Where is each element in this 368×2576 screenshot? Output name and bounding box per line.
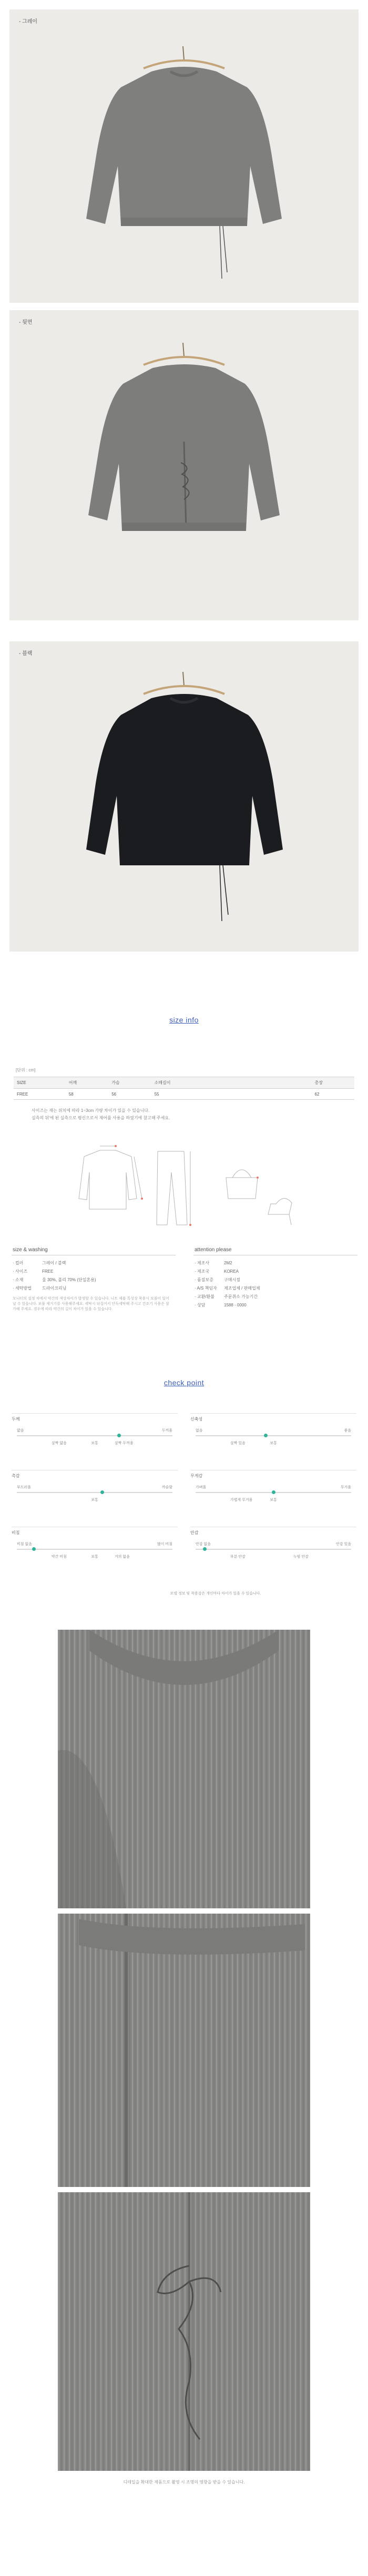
check-slider-track — [17, 1549, 172, 1550]
check-scale-extra: 약간 비침 — [51, 1555, 67, 1559]
check-scale-left: 부드러움 — [17, 1486, 32, 1489]
table-cell — [293, 1089, 312, 1100]
check-slider-track — [196, 1549, 351, 1550]
check-scale-left: 가벼움 — [196, 1486, 207, 1489]
table-cell: 가슴 — [108, 1077, 151, 1089]
check-item-name: 무게감 — [190, 1474, 203, 1478]
table-cell — [237, 1077, 255, 1089]
sweater-image-black — [9, 641, 359, 952]
info-row: · 제조국 KOREA — [195, 1269, 239, 1274]
check-divider — [190, 1413, 356, 1414]
photo-panel-gray-back — [9, 310, 359, 620]
check-scale-left: 안감 없음 — [196, 1542, 211, 1546]
closeup-front-collar — [58, 1630, 310, 1908]
knit-texture-image — [58, 2192, 310, 2471]
size-note: 사이즈는 재는 위치에 따라 1~3cm 가량 차이가 있을 수 있습니다. — [32, 1108, 150, 1113]
closeup-back-tie — [58, 2192, 310, 2471]
check-slider-track — [17, 1435, 172, 1436]
table-cell — [274, 1089, 293, 1100]
check-slider-marker — [100, 1490, 104, 1494]
table-cell — [218, 1077, 237, 1089]
table-cell: 62 — [312, 1089, 355, 1100]
size-table-row — [14, 1089, 354, 1100]
table-cell — [274, 1077, 293, 1089]
check-point-title: check point — [163, 1378, 205, 1387]
table-cell: 56 — [108, 1089, 151, 1100]
info-row: · A/S 책임자 제조업체 / 판매업체 — [195, 1286, 260, 1291]
check-scale-right: 안감 있음 — [336, 1542, 351, 1546]
check-slider-marker — [272, 1490, 275, 1494]
knit-texture-image — [58, 1914, 310, 2187]
table-cell: FREE — [14, 1089, 66, 1100]
info-row: · 교환/환불 주문취소 가능기간 — [195, 1294, 258, 1299]
check-scale-left: 얇음 — [17, 1429, 24, 1433]
closeup-shoulder-seam — [58, 1914, 310, 2187]
table-cell: SIZE — [14, 1077, 66, 1089]
check-item-name: 촉감 — [12, 1474, 20, 1478]
measurement-guide-diagram — [68, 1141, 300, 1230]
check-item-name: 신축성 — [190, 1417, 203, 1422]
check-slider-marker — [264, 1434, 268, 1437]
info-row: · 제조사 2M2 — [195, 1261, 232, 1265]
table-cell — [237, 1089, 255, 1100]
info-row: · 품질보증 구매시점 — [195, 1277, 240, 1282]
check-scale-mid: 보통 — [91, 1498, 98, 1502]
check-scale-extra: 가볍게 무거움 — [230, 1498, 253, 1502]
check-item-name: 두께 — [12, 1417, 20, 1422]
info-row: · 상담 1588 - 0000 — [195, 1303, 247, 1307]
size-note: 실측의 뒤'에 된 실측으로 평신으로서 재어를 사용을 하였기에 참고해 주세요. — [32, 1116, 170, 1120]
check-scale-mid: 보통 — [91, 1442, 98, 1445]
check-scale-extra: 살짝 얇음 — [51, 1442, 67, 1445]
washing-paragraph: 모니터의 설정 차에서 약간의 색상차이가 발생할 수 있습니다. 니트 제품 특성상 착용시 보풀이 일어날 수 있습니다. 보풀 제거기를 사용해주세요. 세탁시 뒤집어서 단독세탁해 주시고 건조기 사용은 삼가해 주세요. 경우에 따라 약간의 길이 차이가 있을 수 있습니다. — [13, 1297, 169, 1311]
info-row: · 소재 울 30%, 폴리 70% (단일혼용) — [13, 1277, 96, 1282]
photo-panel-gray-front — [9, 9, 359, 303]
info-row: · 사이즈 FREE — [13, 1269, 54, 1274]
table-cell: 총장 — [312, 1077, 355, 1089]
table-cell — [218, 1089, 237, 1100]
panel-label: - 그레이 — [19, 19, 38, 25]
check-scale-mid: 보통 — [270, 1442, 277, 1445]
check-scale-extra: 부분 안감 — [230, 1555, 246, 1559]
panel-label: - 블랙 — [19, 651, 33, 657]
check-scale-mid: 보통 — [91, 1555, 98, 1559]
check-slider-track — [196, 1435, 351, 1436]
check-scale-right: 무거움 — [340, 1486, 351, 1489]
size-info-title: size info — [169, 1016, 199, 1024]
check-slider-marker — [117, 1434, 121, 1437]
check-scale-right: 두꺼움 — [161, 1429, 172, 1433]
check-point-footnote: 모델 정보 및 착용감은 개인마다 차이가 있을 수 있습니다. — [170, 1592, 261, 1596]
check-scale-right: 까슬함 — [161, 1486, 172, 1489]
table-cell — [293, 1077, 312, 1089]
info-row: · 컬러 그레이 / 블랙 — [13, 1261, 66, 1265]
check-scale-left: 비침 없음 — [17, 1542, 32, 1546]
table-cell — [255, 1077, 274, 1089]
sweater-image-back — [9, 310, 359, 620]
check-slider-track — [17, 1492, 172, 1493]
panel-label: - 뒷면 — [19, 320, 33, 325]
check-scale-mid: 보통 — [270, 1498, 277, 1502]
table-cell: 소매길이 — [151, 1077, 218, 1089]
sweater-image-front — [9, 9, 359, 303]
check-scale-extra: 거의 없음 — [114, 1555, 130, 1559]
size-table — [14, 1077, 354, 1100]
table-cell — [255, 1089, 274, 1100]
table-cell: 어깨 — [66, 1077, 108, 1089]
check-slider-marker — [203, 1547, 207, 1551]
attention-title: attention please — [195, 1247, 232, 1253]
check-scale-right: 많이 비침 — [157, 1542, 172, 1546]
check-item-name: 안감 — [190, 1530, 199, 1535]
size-washing-title: size & washing — [13, 1247, 48, 1253]
check-divider — [12, 1413, 178, 1414]
closeup-caption: 디테일을 확대한 제품으로 촬영 시 조명의 영향을 받을 수 있습니다. — [123, 2480, 245, 2485]
table-cell: 58 — [66, 1089, 108, 1100]
unit-caption: [단위 : cm] — [16, 1068, 36, 1072]
check-scale-extra: 살짝 두꺼움 — [114, 1442, 134, 1445]
check-item-name: 비침 — [12, 1530, 20, 1535]
check-slider-marker — [32, 1547, 36, 1551]
check-scale-extra: 살짝 있음 — [230, 1442, 246, 1445]
check-scale-right: 좋음 — [344, 1429, 351, 1433]
check-scale-extra: 누빔 안감 — [293, 1555, 309, 1559]
info-row: · 세탁방법 드라이크리닝 — [13, 1286, 67, 1291]
photo-panel-black — [9, 641, 359, 952]
knit-texture-image — [58, 1630, 310, 1908]
size-table-header — [14, 1077, 354, 1089]
table-cell: 55 — [151, 1089, 218, 1100]
check-scale-left: 없음 — [196, 1429, 203, 1433]
